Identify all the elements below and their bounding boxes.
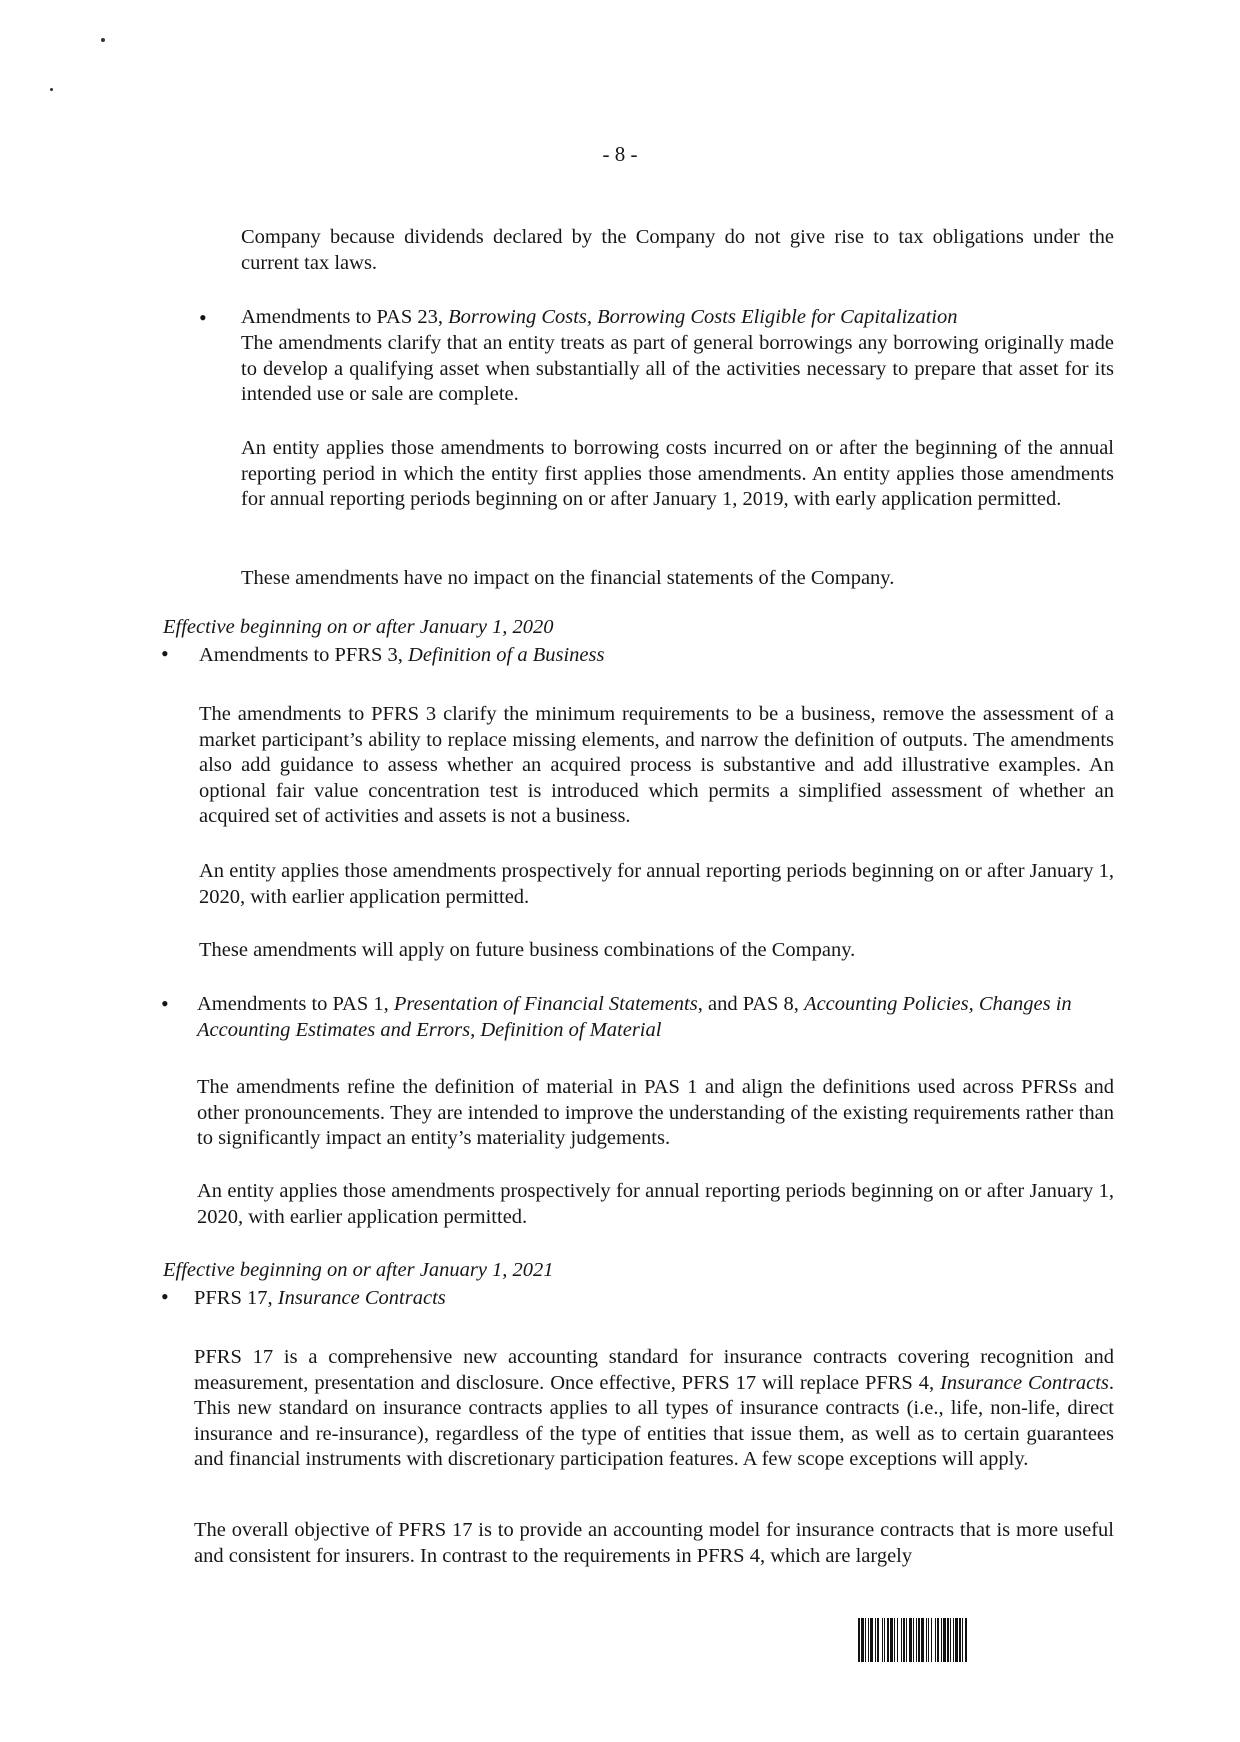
bullet-marker: •: [161, 1284, 169, 1309]
barcode: [858, 1618, 1116, 1662]
section-heading-2021: Effective beginning on or after January 1, 2021: [163, 1259, 554, 1281]
section-heading-2020: Effective beginning on or after January 1, 2020: [163, 616, 554, 638]
bullet-marker: •: [199, 305, 207, 330]
pas1-paragraph-1: The amendments refine the definition of material in PAS 1 and align the definitions used across PFRSs and other pronouncements. They are intended to improve the understanding of the existing requirements rather than to significantly impact an entity’s materiality judgements.: [197, 1076, 1114, 1150]
pas1-title: Amendments to PAS 1, Presentation of Financial Statements, and PAS 8, Accounting Policies, Changes in Accounting Estimates and Errors, Definition of Material: [197, 993, 1072, 1041]
pas23-paragraph-1: The amendments clarify that an entity treats as part of general borrowings any borrowing originally made to develop a qualifying asset when substantially all of the activities necessary to prepare that asset for its intended use or sale are complete.: [241, 332, 1114, 406]
bullet-marker: •: [161, 641, 169, 666]
pfrs17-paragraph-2: The overall objective of PFRS 17 is to provide an accounting model for insurance contracts that is more useful and consistent for insurers. In contrast to the requirements in PFRS 4, which are largely: [194, 1519, 1114, 1567]
scan-speck: [101, 38, 105, 42]
barcode-stripe: [967, 1618, 968, 1662]
pfrs3-paragraph-3: These amendments will apply on future business combinations of the Company.: [199, 939, 856, 961]
pfrs3-title: Amendments to PFRS 3, Definition of a Business: [199, 644, 605, 666]
pfrs3-paragraph-2: An entity applies those amendments prospectively for annual reporting periods beginning on or after January 1, 2020, with earlier application permitted.: [199, 860, 1114, 908]
continuation-paragraph: Company because dividends declared by the Company do not give rise to tax obligations under the current tax laws.: [241, 226, 1114, 274]
scan-speck: [50, 88, 53, 91]
bullet-marker: •: [161, 991, 169, 1016]
pfrs17-title: PFRS 17, Insurance Contracts: [194, 1287, 446, 1309]
page-number: - 8 -: [602, 142, 638, 166]
pas23-paragraph-3: These amendments have no impact on the financial statements of the Company.: [241, 567, 895, 589]
pas1-paragraph-2: An entity applies those amendments prospectively for annual reporting periods beginning on or after January 1, 2020, with earlier application permitted.: [197, 1180, 1114, 1228]
pfrs3-paragraph-1: The amendments to PFRS 3 clarify the minimum requirements to be a business, remove the assessment of a market participant’s ability to replace missing elements, and narrow the definition of outputs. The amendments also add guidance to assess whether an acquired process is substantive and add illustrative examples. An optional fair value concentration test is introduced which permits a simplified assessment of whether an acquired set of activities and assets is not a business.: [199, 703, 1114, 828]
pfrs17-paragraph-1: PFRS 17 is a comprehensive new accounting standard for insurance contracts covering recognition and measurement, presentation and disclosure. Once effective, PFRS 17 will replace PFRS 4, Insurance Contracts. This new standard on insurance contracts applies to all types of insurance contracts (i.e., life, non-life, direct insurance and re-insurance), regardless of the type of entities that issue them, as well as to certain guarantees and financial instruments with discretionary participation features. A few scope exceptions will apply.: [194, 1346, 1114, 1471]
pas23-paragraph-2: An entity applies those amendments to borrowing costs incurred on or after the beginning of the annual reporting period in which the entity first applies those amendments. An entity applies those amendments for annual reporting periods beginning on or after January 1, 2019, with early application permitted.: [241, 437, 1114, 511]
pas23-title: Amendments to PAS 23, Borrowing Costs, Borrowing Costs Eligible for Capitalization: [241, 306, 958, 328]
